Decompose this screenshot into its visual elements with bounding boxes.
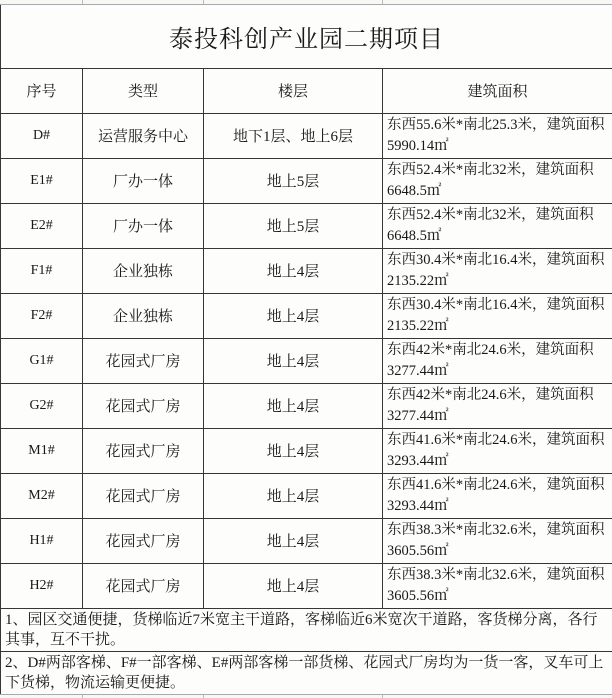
title-row [1, 5, 612, 68]
cell-floor: 地上4层 [204, 518, 383, 563]
table-row [1, 158, 612, 203]
cell-area: 东西52.4米*南北32米，建筑面积6648.5㎡ [383, 158, 612, 203]
cell-type: 运营服务中心 [83, 113, 204, 158]
cell-type: 厂办一体 [83, 158, 204, 203]
cell-type: 花园式厂房 [83, 518, 204, 563]
table-row [1, 428, 612, 473]
cell-serial: E1# [1, 158, 83, 203]
cell-floor: 地下1层、地上6层 [204, 113, 383, 158]
table-row [1, 383, 612, 428]
cell-area: 东西38.3米*南北32.6米，建筑面积3605.56㎡ [383, 563, 612, 608]
cell-area: 东西30.4米*南北16.4米，建筑面积2135.22㎡ [383, 248, 612, 293]
cell-serial: E2# [1, 203, 83, 248]
cell-type: 花园式厂房 [83, 383, 204, 428]
footnote-row [1, 608, 612, 651]
page-title: 泰投科创产业园二期项目 [1, 5, 612, 68]
cell-area: 东西41.6米*南北24.6米，建筑面积3293.44㎡ [383, 428, 612, 473]
table-body [1, 5, 612, 694]
cell-floor: 地上4层 [204, 428, 383, 473]
cell-serial: F1# [1, 248, 83, 293]
cell-serial: F2# [1, 293, 83, 338]
project-table [0, 5, 612, 694]
cell-floor: 地上5层 [204, 203, 383, 248]
cell-type: 花园式厂房 [83, 338, 204, 383]
cell-floor: 地上4层 [204, 248, 383, 293]
table-row [1, 473, 612, 518]
cell-type: 厂办一体 [83, 203, 204, 248]
table-row [1, 203, 612, 248]
cell-serial: G2# [1, 383, 83, 428]
cell-type: 花园式厂房 [83, 563, 204, 608]
cell-area: 东西30.4米*南北16.4米，建筑面积2135.22㎡ [383, 293, 612, 338]
footnote-text: 1、园区交通便捷，货梯临近7米宽主干道路，客梯临近6米宽次干道路，客货梯分离，各行其事，互不干扰。 [1, 608, 612, 651]
cell-serial: M1# [1, 428, 83, 473]
cell-type: 企业独栋 [83, 293, 204, 338]
header-type: 类型 [83, 68, 204, 113]
cell-type: 花园式厂房 [83, 428, 204, 473]
cell-serial: M2# [1, 473, 83, 518]
cell-floor: 地上4层 [204, 293, 383, 338]
header-row [1, 68, 612, 113]
table-row [1, 248, 612, 293]
cell-area: 东西42米*南北24.6米，建筑面积3277.44㎡ [383, 383, 612, 428]
cell-type: 花园式厂房 [83, 473, 204, 518]
cell-serial: G1# [1, 338, 83, 383]
footnote-text: 2、D#两部客梯、F#一部客梯、E#两部客梯一部货梯、花园式厂房均为一货一客，叉车可上下货梯，物流运输更便捷。 [1, 651, 612, 694]
table-row [1, 113, 612, 158]
table-row [1, 563, 612, 608]
table-row [1, 293, 612, 338]
cell-area: 东西41.6米*南北24.6米，建筑面积3293.44㎡ [383, 473, 612, 518]
table-row [1, 338, 612, 383]
header-area: 建筑面积 [383, 68, 612, 113]
cell-area: 东西38.3米*南北32.6米，建筑面积3605.56㎡ [383, 518, 612, 563]
cell-type: 企业独栋 [83, 248, 204, 293]
cell-serial: H1# [1, 518, 83, 563]
header-floor: 楼层 [204, 68, 383, 113]
cell-area: 东西42米*南北24.6米，建筑面积3277.44㎡ [383, 338, 612, 383]
cell-floor: 地上4层 [204, 563, 383, 608]
header-serial: 序号 [1, 68, 83, 113]
cell-serial: H2# [1, 563, 83, 608]
cell-floor: 地上4层 [204, 338, 383, 383]
cell-floor: 地上4层 [204, 473, 383, 518]
cell-floor: 地上4层 [204, 383, 383, 428]
cell-area: 东西52.4米*南北32米，建筑面积6648.5㎡ [383, 203, 612, 248]
cell-serial: D# [1, 113, 83, 158]
cell-area: 东西55.6米*南北25.3米，建筑面积5990.14㎡ [383, 113, 612, 158]
footnote-row [1, 651, 612, 694]
cell-floor: 地上5层 [204, 158, 383, 203]
table-row [1, 518, 612, 563]
